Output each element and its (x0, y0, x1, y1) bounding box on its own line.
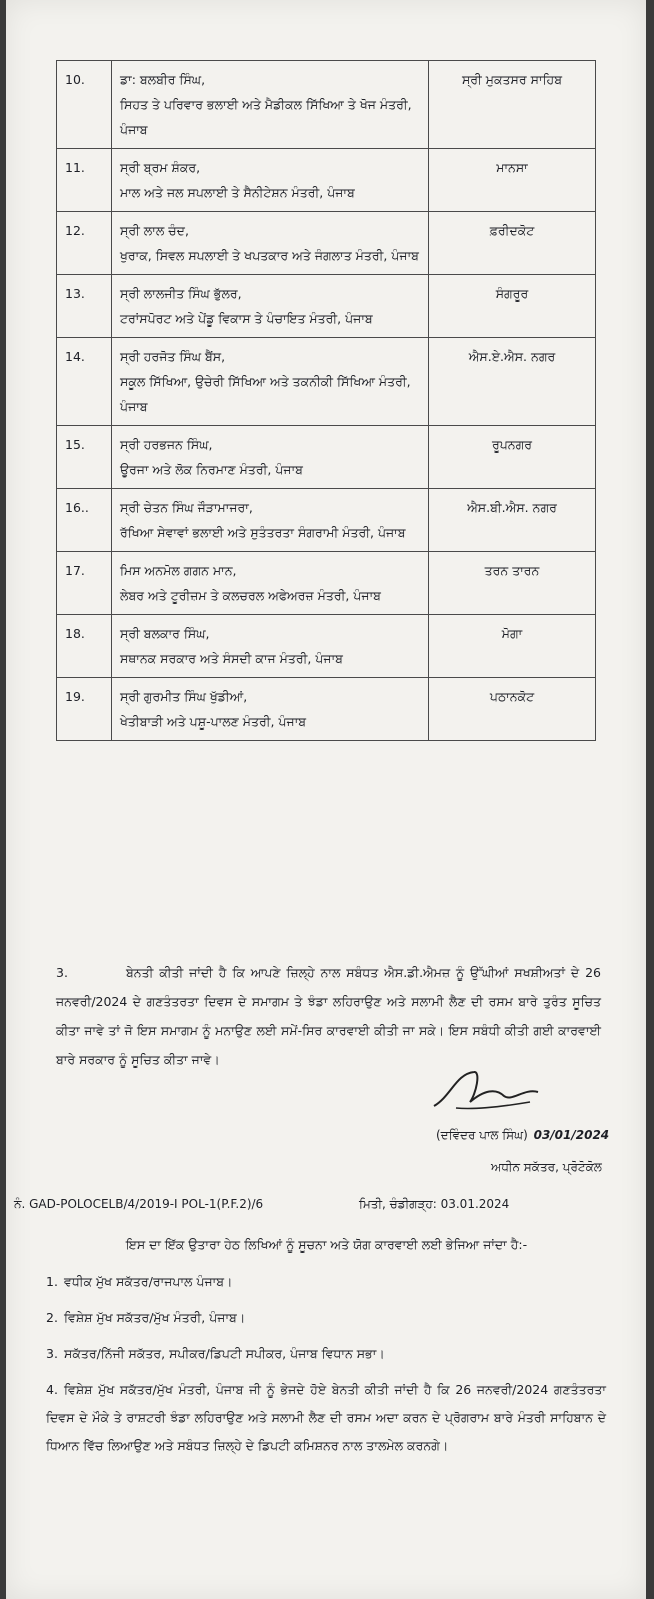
row-number: 15. (57, 426, 112, 489)
table-row (57, 552, 596, 615)
officer-cell (112, 615, 429, 678)
officer-cell (112, 678, 429, 741)
row-number: 18. (57, 615, 112, 678)
table-row (57, 489, 596, 552)
officer-name: ਡਾ: ਬਲਬੀਰ ਸਿੰਘ, (120, 72, 206, 87)
district-cell: ਸੰਗਰੂਰ (429, 275, 596, 338)
officer-cell (112, 61, 429, 149)
signature-date: 03/01/2024 (533, 1128, 610, 1142)
district-cell: ਸ੍ਰੀ ਮੁਕਤਸਰ ਸਾਹਿਬ (429, 61, 596, 149)
signatory-name: (ਦਵਿੰਦਰ ਪਾਲ ਸਿੰਘ) (436, 1128, 528, 1142)
officer-name: ਸ੍ਰੀ ਲਾਲਜੀਤ ਸਿੰਘ ਭੁੱਲਰ, (120, 286, 242, 301)
signatory-line (436, 1128, 609, 1143)
list-item (46, 1376, 606, 1460)
list-item (46, 1268, 606, 1296)
officer-name: ਸ੍ਰੀ ਬਲਕਾਰ ਸਿੰਘ, (120, 626, 210, 641)
officer-portfolio: ਲੇਬਰ ਅਤੇ ਟੂਰੀਜ਼ਮ ਤੇ ਕਲਚਰਲ ਅਫੇਅਰਜ਼ ਮੰਤਰੀ, ਪੰਜਾਬ (120, 588, 381, 603)
paragraph-3 (56, 958, 601, 1074)
list-item-number: 1. (46, 1274, 58, 1289)
reference-number: ਨੰ. GAD-POLOCELB/4/2019-I POL-1(P.F.2)/6 (14, 1197, 264, 1211)
list-item (46, 1304, 606, 1332)
officer-cell (112, 426, 429, 489)
row-number: 17. (57, 552, 112, 615)
row-number: 10. (57, 61, 112, 149)
table-row (57, 61, 596, 149)
officer-cell (112, 149, 429, 212)
paragraph-text: ਬੇਨਤੀ ਕੀਤੀ ਜਾਂਦੀ ਹੈ ਕਿ ਆਪਣੇ ਜ਼ਿਲ੍ਹੇ ਨਾਲ ਸਬੰਧਤ ਐਸ.ਡੀ.ਐਮਜ਼ ਨੂੰ ਉੱਘੀਆਂ ਸਖਸ਼ੀਅਤਾਂ ਦੇ 26 ਜਨਵਰੀ/2024 ਦੇ ਗਣਤੰਤਰਤਾ ਦਿਵਸ ਦੇ ਸਮਾਗਮ ਤੇ ਝੰਡਾ ਲਹਿਰਾਉਣ ਅਤੇ ਸਲਾਮੀ ਲੈਣ ਦੀ ਰਸਮ ਬਾਰੇ ਤੁਰੰਤ ਸੂਚਿਤ ਕੀਤਾ ਜਾਵੇ ਤਾਂ ਜੋ ਇਸ ਸਮਾਗਮ ਨੂੰ ਮਨਾਉਣ ਲਈ ਸਮੇਂ-ਸਿਰ ਕਾਰਵਾਈ ਕੀਤੀ ਜਾ ਸਕੇ। ਇਸ ਸਬੰਧੀ ਕੀਤੀ ਗਈ ਕਾਰਵਾਈ ਬਾਰੇ ਸਰਕਾਰ ਨੂੰ ਸੂਚਿਤ ਕੀਤਾ ਜਾਵੇ। (56, 965, 601, 1067)
officer-portfolio: ਖੇਤੀਬਾੜੀ ਅਤੇ ਪਸ਼ੂ-ਪਾਲਣ ਮੰਤਰੀ, ਪੰਜਾਬ (120, 714, 307, 729)
table-row (57, 338, 596, 426)
officer-portfolio: ਰੱਖਿਆ ਸੇਵਾਵਾਂ ਭਲਾਈ ਅਤੇ ਸੁਤੰਤਰਤਾ ਸੰਗਰਾਮੀ ਮੰਤਰੀ, ਪੰਜਾਬ (120, 525, 406, 540)
list-item (46, 1340, 606, 1368)
table-row (57, 275, 596, 338)
officer-cell (112, 338, 429, 426)
district-cell: ਤਰਨ ਤਾਰਨ (429, 552, 596, 615)
table-row (57, 212, 596, 275)
document-page (6, 0, 646, 1599)
paragraph-number: 3. (56, 965, 68, 980)
signatory-designation: ਅਧੀਨ ਸਕੱਤਰ, ਪ੍ਰੋਟੋਕੋਲ (491, 1160, 602, 1174)
reference-date: ਮਿਤੀ, ਚੰਡੀਗੜ੍ਹ: 03.01.2024 (359, 1197, 510, 1211)
list-item-text: ਵਿਸ਼ੇਸ਼ ਮੁੱਖ ਸਕੱਤਰ/ਮੁੱਖ ਮੰਤਰੀ, ਪੰਜਾਬ ਜੀ ਨੂੰ ਭੇਜਦੇ ਹੋਏ ਬੇਨਤੀ ਕੀਤੀ ਜਾਂਦੀ ਹੈ ਕਿ 26 ਜਨਵਰੀ/2024 ਗਣਤੰਤਰਤਾ ਦਿਵਸ ਦੇ ਮੌਕੇ ਤੇ ਰਾਸ਼ਟਰੀ ਝੰਡਾ ਲਹਿਰਾਉਣ ਅਤੇ ਸਲਾਮੀ ਲੈਣ ਦੀ ਰਸਮ ਅਦਾ ਕਰਨ ਦੇ ਪ੍ਰੋਗਰਾਮ ਬਾਰੇ ਮੰਤਰੀ ਸਾਹਿਬਾਨ ਦੇ ਧਿਆਨ ਵਿੱਚ ਲਿਆਉਣ ਅਤੇ ਸਬੰਧਤ ਜ਼ਿਲ੍ਹੇ ਦੇ ਡਿਪਟੀ ਕਮਿਸ਼ਨਰ ਨਾਲ ਤਾਲਮੇਲ ਕਰਨਗੇ। (46, 1382, 606, 1453)
table-row (57, 426, 596, 489)
district-cell: ਪਠਾਨਕੋਟ (429, 678, 596, 741)
officer-portfolio: ਊਰਜਾ ਅਤੇ ਲੋਕ ਨਿਰਮਾਣ ਮੰਤਰੀ, ਪੰਜਾਬ (120, 462, 303, 477)
row-number: 11. (57, 149, 112, 212)
list-item-text: ਸਕੱਤਰ/ਨਿੱਜੀ ਸਕੱਤਰ, ਸਪੀਕਰ/ਡਿਪਟੀ ਸਪੀਕਰ, ਪੰਜਾਬ ਵਿਧਾਨ ਸਭਾ। (64, 1346, 385, 1361)
officer-name: ਮਿਸ ਅਨਮੋਲ ਗਗਨ ਮਾਨ, (120, 563, 237, 578)
officer-name: ਸ੍ਰੀ ਹਰਜੋਤ ਸਿੰਘ ਬੈਂਸ, (120, 349, 226, 364)
officer-cell (112, 489, 429, 552)
table-row (57, 149, 596, 212)
officer-cell (112, 212, 429, 275)
district-cell: ਐਸ.ਬੀ.ਐਸ. ਨਗਰ (429, 489, 596, 552)
district-cell: ਐਸ.ਏ.ਐਸ. ਨਗਰ (429, 338, 596, 426)
officer-name: ਸ੍ਰੀ ਲਾਲ ਚੰਦ, (120, 223, 189, 238)
officer-name: ਸ੍ਰੀ ਹਰਭਜਨ ਸਿੰਘ, (120, 437, 213, 452)
list-item-text: ਵਿਸ਼ੇਸ਼ ਮੁੱਖ ਸਕੱਤਰ/ਮੁੱਖ ਮੰਤਰੀ, ਪੰਜਾਬ। (64, 1310, 246, 1325)
officer-name: ਸ੍ਰੀ ਚੇਤਨ ਸਿੰਘ ਜੌੜਾਮਾਜਰਾ, (120, 500, 253, 515)
district-cell: ਫ਼ਰੀਦਕੋਟ (429, 212, 596, 275)
row-number: 16.. (57, 489, 112, 552)
row-number: 13. (57, 275, 112, 338)
officer-name: ਸ੍ਰੀ ਗੁਰਮੀਤ ਸਿੰਘ ਖੁੱਡੀਆਂ, (120, 689, 248, 704)
officers-table (56, 60, 596, 741)
officer-portfolio: ਮਾਲ ਅਤੇ ਜਲ ਸਪਲਾਈ ਤੇ ਸੈਨੀਟੇਸ਼ਨ ਮੰਤਰੀ, ਪੰਜਾਬ (120, 185, 355, 200)
district-cell: ਮਾਨਸਾ (429, 149, 596, 212)
list-item-number: 3. (46, 1346, 58, 1361)
officer-portfolio: ਖੁਰਾਕ, ਸਿਵਲ ਸਪਲਾਈ ਤੇ ਖਪਤਕਾਰ ਅਤੇ ਜੰਗਲਾਤ ਮੰਤਰੀ, ਪੰਜਾਬ (120, 248, 419, 263)
district-cell: ਮੋਗਾ (429, 615, 596, 678)
signature-mark (426, 1066, 546, 1118)
officer-portfolio: ਸਿਹਤ ਤੇ ਪਰਿਵਾਰ ਭਲਾਈ ਅਤੇ ਮੈਡੀਕਲ ਸਿੱਖਿਆ ਤੇ ਖੋਜ ਮੰਤਰੀ, ਪੰਜਾਬ (120, 97, 412, 137)
list-item-text: ਵਧੀਕ ਮੁੱਖ ਸਕੱਤਰ/ਰਾਜਪਾਲ ਪੰਜਾਬ। (64, 1274, 233, 1289)
table-row (57, 678, 596, 741)
recipients-list (46, 1268, 606, 1468)
reference-line (14, 1197, 614, 1212)
row-number: 14. (57, 338, 112, 426)
copy-intro: ਇਸ ਦਾ ਇੱਕ ਉਤਾਰਾ ਹੇਠ ਲਿਖਿਆਂ ਨੂੰ ਸੂਚਨਾ ਅਤੇ ਯੋਗ ਕਾਰਵਾਈ ਲਈ ਭੇਜਿਆ ਜਾਂਦਾ ਹੈ:- (126, 1237, 528, 1252)
officer-portfolio: ਸਥਾਨਕ ਸਰਕਾਰ ਅਤੇ ਸੰਸਦੀ ਕਾਜ ਮੰਤਰੀ, ਪੰਜਾਬ (120, 651, 343, 666)
list-item-number: 2. (46, 1310, 58, 1325)
table-row (57, 615, 596, 678)
officer-cell (112, 275, 429, 338)
list-item-number: 4. (46, 1382, 58, 1397)
officer-portfolio: ਟਰਾਂਸਪੋਰਟ ਅਤੇ ਪੇਂਡੂ ਵਿਕਾਸ ਤੇ ਪੰਚਾਇਤ ਮੰਤਰੀ, ਪੰਜਾਬ (120, 311, 373, 326)
officer-cell (112, 552, 429, 615)
row-number: 12. (57, 212, 112, 275)
officer-portfolio: ਸਕੂਲ ਸਿੱਖਿਆ, ਉਚੇਰੀ ਸਿੱਖਿਆ ਅਤੇ ਤਕਨੀਕੀ ਸਿੱਖਿਆ ਮੰਤਰੀ, ਪੰਜਾਬ (120, 374, 411, 414)
district-cell: ਰੂਪਨਗਰ (429, 426, 596, 489)
officer-name: ਸ੍ਰੀ ਬ੍ਰਮ ਸ਼ੰਕਰ, (120, 160, 201, 175)
row-number: 19. (57, 678, 112, 741)
